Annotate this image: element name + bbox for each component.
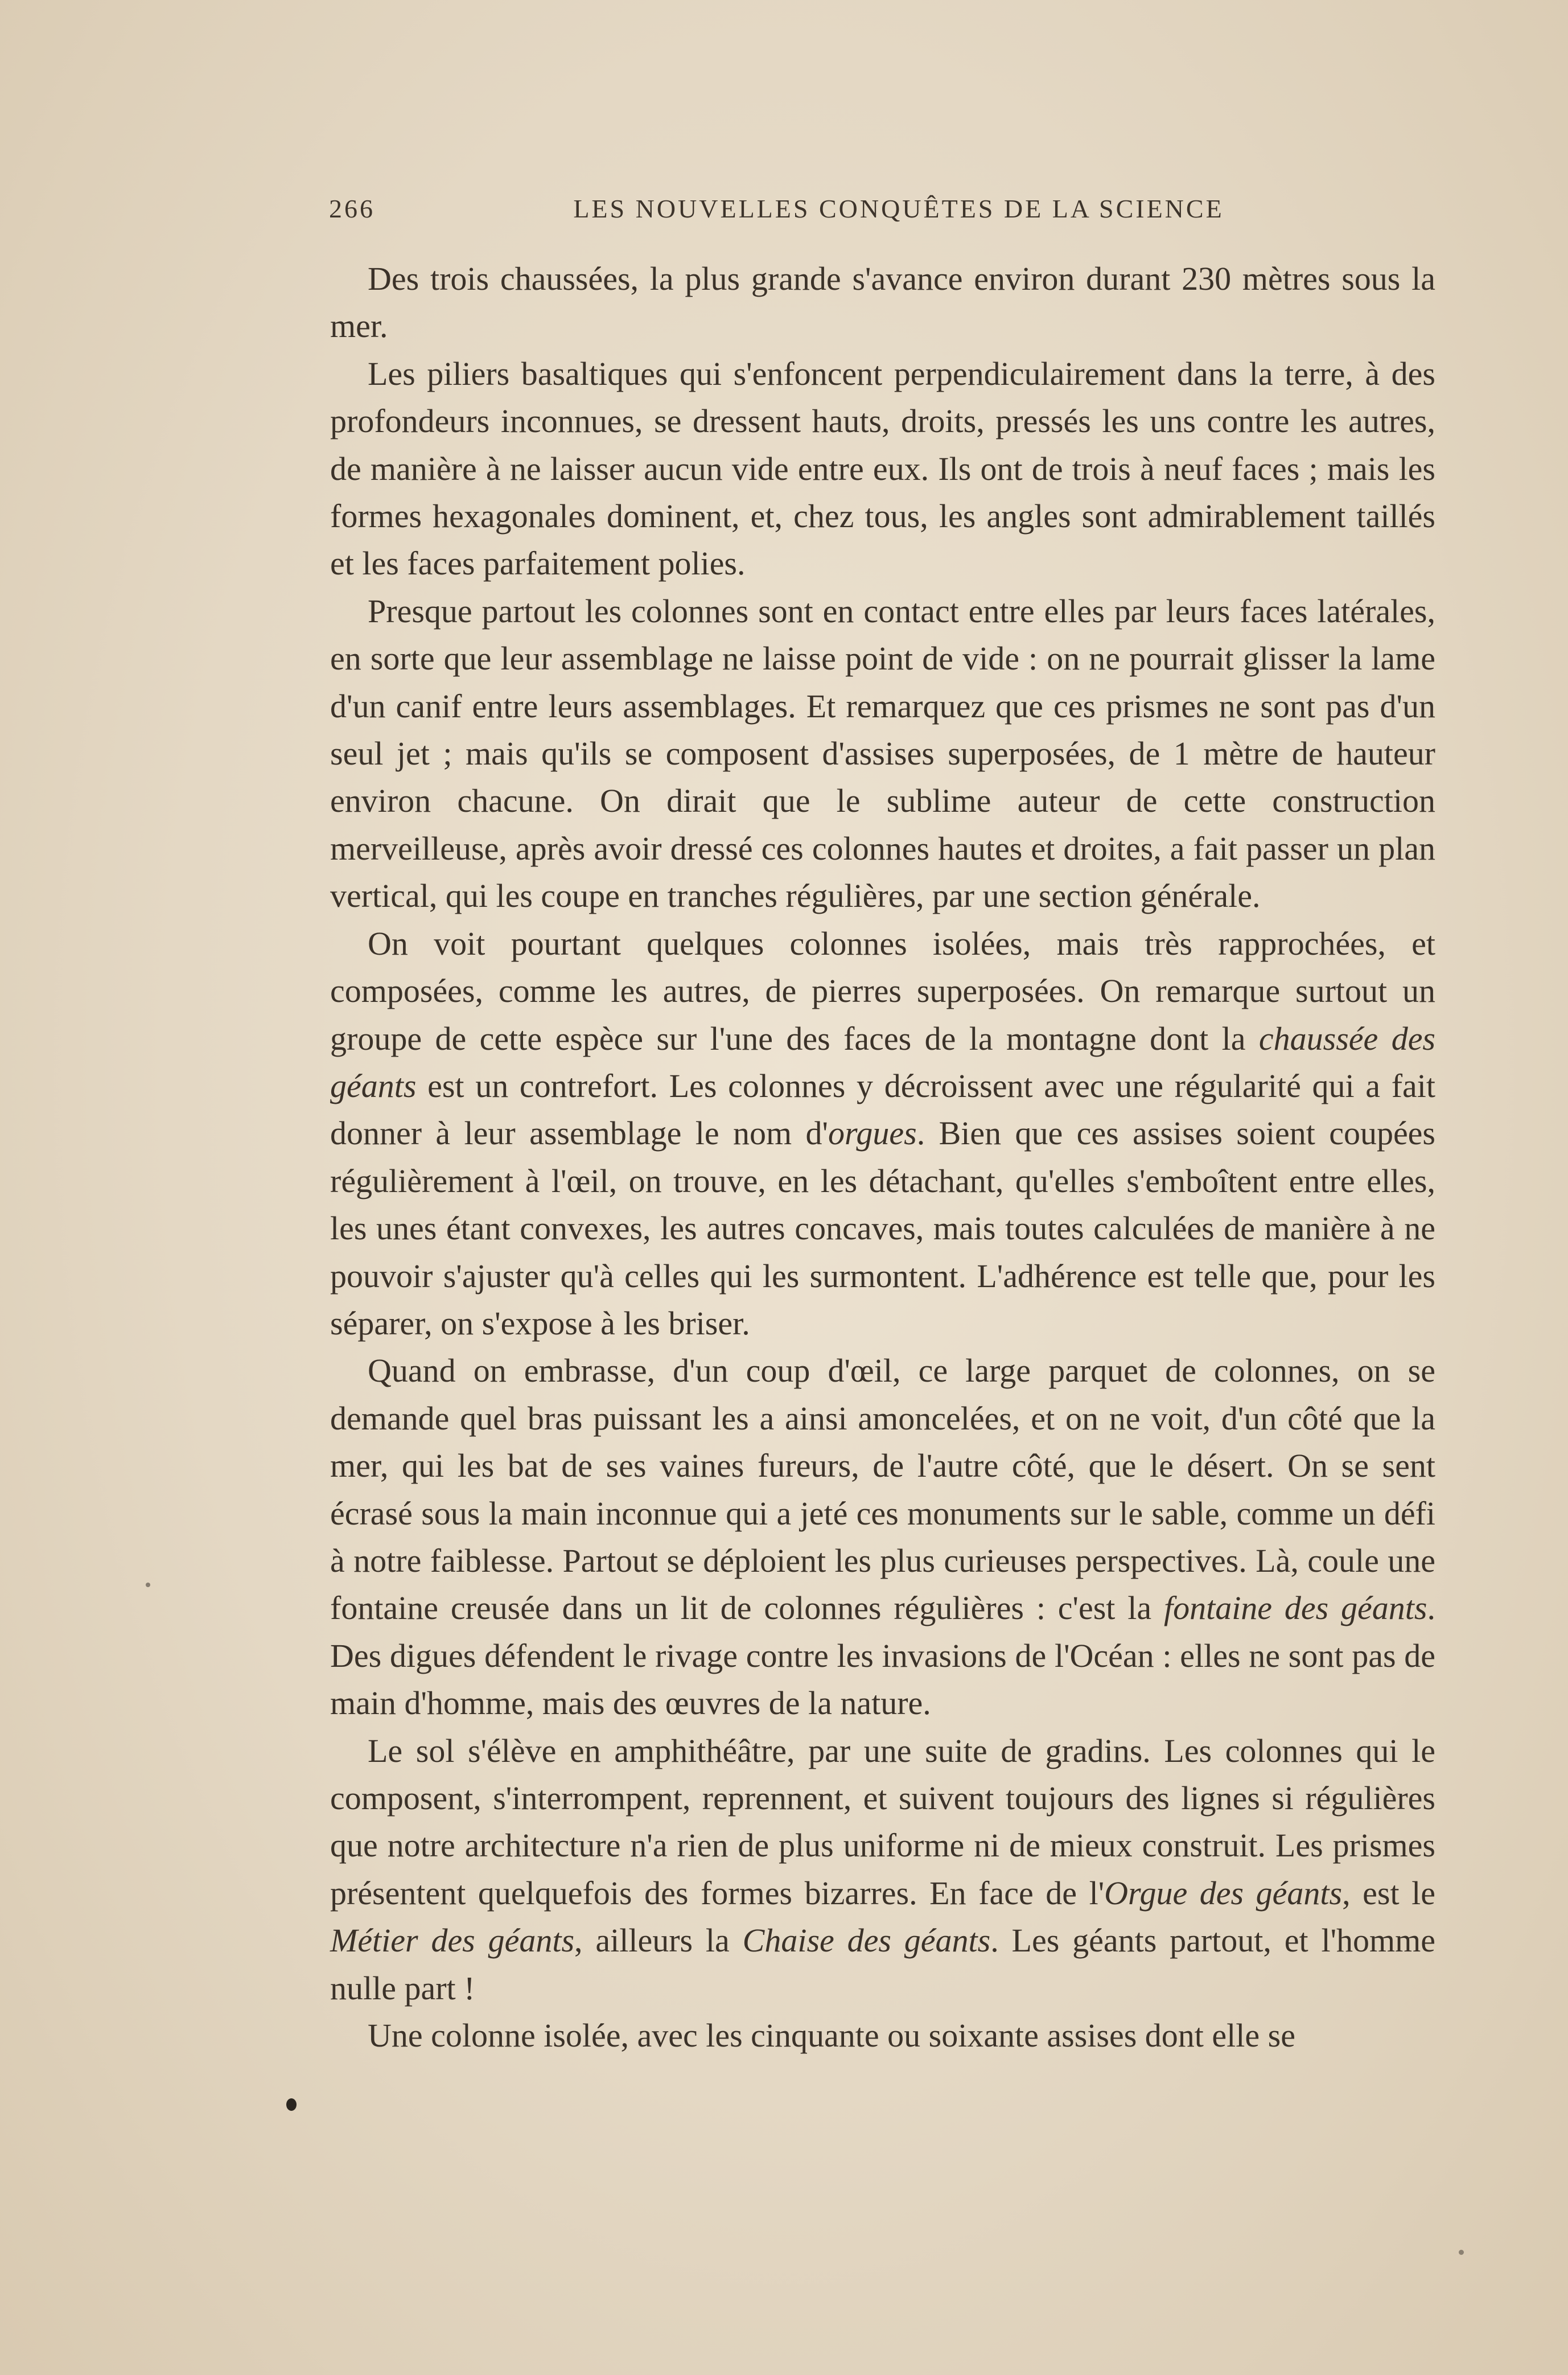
italic-fontaine-des-geants: fontaine des géants [1163, 1589, 1427, 1627]
paragraph-6 [330, 1727, 1435, 2012]
page-number: 266 [329, 194, 375, 223]
italic-chaise-des-geants: Chaise des géants [742, 1922, 991, 1959]
running-title: LES NOUVELLES CONQUÊTES DE LA SCIENCE [573, 194, 1224, 223]
paragraph-6-part-1: Le sol s'élève en amphithéâtre, par une suite de gradins. Les colonnes qui le composent, s'interrompent, reprennent, et suivent toujours des lignes si régulières que notre architecture n'a rien de plus uniforme ni de mieux construit. Les prismes présentent quelquefois des formes bizarres. En face de l' [330, 1732, 1435, 1912]
paragraph-5-part-2: . Des digues défendent le rivage contre les invasions de l'Océan : elles ne sont pas de main d'homme, mais des œuvres de la nature. [330, 1589, 1435, 1722]
body-text [330, 255, 1435, 2059]
paragraph-4-part-1: On voit pourtant quelques colonnes isolées, mais très rapprochées, et composées, comme les autres, de pierres superposées. On remarque surtout un groupe de cette espèce sur l'une des faces de la montagne dont la [330, 924, 1435, 1057]
paragraph-7: Une colonne isolée, avec les cinquante ou soixante assises dont elle se [368, 2017, 1295, 2055]
italic-metier-des-geants: Métier des géants [330, 1922, 575, 1959]
ink-speck [286, 2098, 297, 2111]
italic-orgue-des-geants: Orgue des géants [1104, 1874, 1343, 1912]
italic-chaussee-des-geants: chaussée des géants [330, 1020, 1436, 1104]
ink-speck [1459, 2250, 1464, 2255]
paragraph-6-part-4: . Les géants partout, et l'homme nulle part ! [330, 1922, 1435, 2007]
paragraph-6-part-2: , est le [1342, 1874, 1435, 1912]
paragraph-3: Presque partout les colonnes sont en contact entre elles par leurs faces latérales, en sorte que leur assemblage ne laisse point de vide : on ne pourrait glisser la lame d'un canif entre leurs assemblages. Et remarquez que ces prismes ne sont pas d'un seul jet ; mais qu'ils se composent d'assises superposées, de 1 mètre de hauteur environ chacune. On dirait que le sublime auteur de cette construction merveilleuse, après avoir dressé ces colonnes hautes et droites, a fait passer un plan vertical, qui les coupe en tranches régulières, par une section générale. [330, 592, 1435, 915]
paragraph-1: Des trois chaussées, la plus grande s'avance environ durant 230 mètres sous la mer. [330, 260, 1435, 345]
paragraph-5-part-1: Quand on embrasse, d'un coup d'œil, ce large parquet de colonnes, on se demande quel bras puissant les a ainsi amoncelées, et on ne voit, d'un côté que la mer, qui les bat de ses vaines fureurs, de l'autre côté, que le désert. On se sent écrasé sous la main inconnue qui a jeté ces monuments sur le sable, comme un défi à notre faiblesse. Partout se déploient les plus curieuses perspectives. Là, coule une fontaine creusée dans un lit de colonnes régulières : c'est la [330, 1352, 1435, 1627]
paragraph-6-part-3: , ailleurs la [574, 1922, 743, 1959]
italic-orgues: orgues [828, 1115, 917, 1152]
paragraph-4-part-3: . Bien que ces assises soient coupées régulièrement à l'œil, on trouve, en les détachant, qu'elles s'emboîtent entre elles, les unes étant convexes, les autres concaves, mais toutes calculées de manière à ne pouvoir s'ajuster qu'à celles qui les surmontent. L'adhérence est telle que, pour les séparer, on s'expose à les briser. [330, 1115, 1435, 1342]
paragraph-2: Les piliers basaltiques qui s'enfoncent perpendiculairement dans la terre, à des profondeurs inconnues, se dressent hauts, droits, pressés les uns contre les autres, de manière à ne laisser aucun vide entre eux. Ils ont de trois à neuf faces ; mais les formes hexagonales dominent, et, chez tous, les angles sont admirablement taillés et les faces parfaitement polies. [330, 355, 1435, 582]
paragraph-5 [330, 1347, 1435, 1727]
page-header [329, 194, 1434, 233]
paragraph-4-part-2: est un contrefort. Les colonnes y décroissent avec une régularité qui a fait donner à leur assemblage le nom d' [330, 1067, 1435, 1152]
paragraph-4 [330, 920, 1435, 1347]
ink-speck [146, 1583, 150, 1587]
